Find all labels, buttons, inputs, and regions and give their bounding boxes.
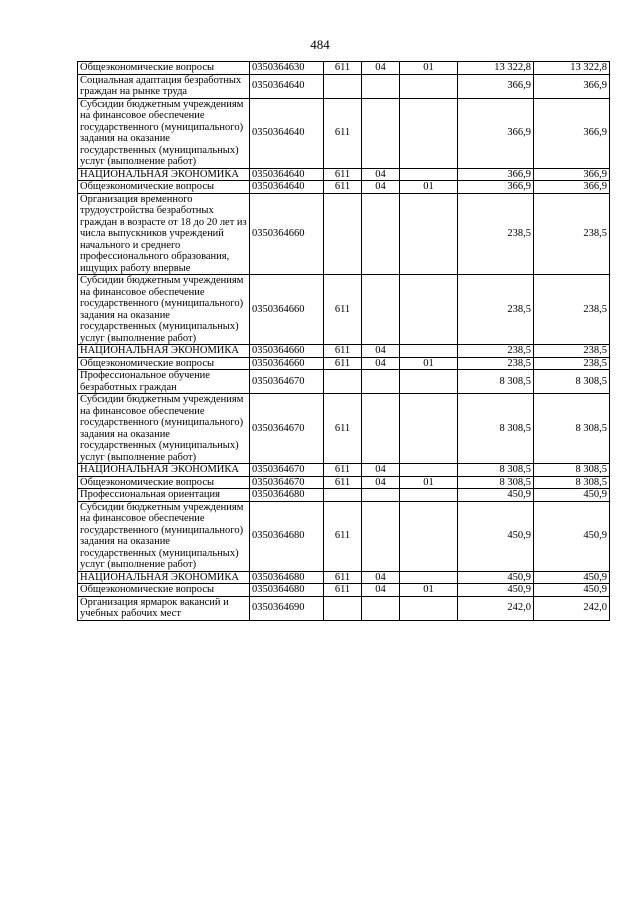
row-code: 0350364640 — [250, 98, 324, 168]
row-sum-2: 8 308,5 — [534, 394, 610, 464]
row-code: 0350364660 — [250, 193, 324, 275]
table-row — [78, 98, 610, 168]
row-sum-1: 366,9 — [458, 74, 534, 98]
row-sum-1: 450,9 — [458, 501, 534, 571]
row-name: Субсидии бюджетным учреждениям на финансовое обеспечение государственного (муниципального) задания на оказание государственных (муниципальных) услуг (выполнение работ) — [78, 501, 250, 571]
table-row — [78, 394, 610, 464]
row-sum-2: 366,9 — [534, 74, 610, 98]
table-row — [78, 584, 610, 597]
row-name: Общеэкономические вопросы — [78, 181, 250, 194]
table-row — [78, 489, 610, 502]
row-pr — [400, 168, 458, 181]
row-name: Профессиональное обучение безработных граждан — [78, 370, 250, 394]
row-vr: 611 — [324, 168, 362, 181]
table-row — [78, 596, 610, 620]
row-rz — [362, 74, 400, 98]
row-pr — [400, 193, 458, 275]
row-code: 0350364660 — [250, 357, 324, 370]
row-pr — [400, 345, 458, 358]
row-vr — [324, 489, 362, 502]
row-name: Субсидии бюджетным учреждениям на финансовое обеспечение государственного (муниципального) задания на оказание государственных (муниципальных) услуг (выполнение работ) — [78, 275, 250, 345]
row-pr: 01 — [400, 476, 458, 489]
row-sum-1: 366,9 — [458, 181, 534, 194]
row-sum-1: 366,9 — [458, 168, 534, 181]
row-code: 0350364660 — [250, 275, 324, 345]
table-row — [78, 62, 610, 75]
row-rz — [362, 489, 400, 502]
row-vr: 611 — [324, 275, 362, 345]
row-rz — [362, 370, 400, 394]
row-rz: 04 — [362, 464, 400, 477]
row-sum-2: 366,9 — [534, 168, 610, 181]
row-vr — [324, 193, 362, 275]
row-name: НАЦИОНАЛЬНАЯ ЭКОНОМИКА — [78, 464, 250, 477]
row-name: Субсидии бюджетным учреждениям на финансовое обеспечение государственного (муниципального) задания на оказание государственных (муниципальных) услуг (выполнение работ) — [78, 98, 250, 168]
row-name: Субсидии бюджетным учреждениям на финансовое обеспечение государственного (муниципального) задания на оказание государственных (муниципальных) услуг (выполнение работ) — [78, 394, 250, 464]
row-vr: 611 — [324, 181, 362, 194]
row-pr — [400, 489, 458, 502]
row-rz — [362, 98, 400, 168]
row-sum-1: 8 308,5 — [458, 476, 534, 489]
row-sum-1: 242,0 — [458, 596, 534, 620]
row-name: НАЦИОНАЛЬНАЯ ЭКОНОМИКА — [78, 345, 250, 358]
table-row — [78, 501, 610, 571]
row-vr: 611 — [324, 394, 362, 464]
row-sum-2: 13 322,8 — [534, 62, 610, 75]
table-row — [78, 275, 610, 345]
row-sum-2: 450,9 — [534, 584, 610, 597]
row-sum-1: 450,9 — [458, 571, 534, 584]
row-sum-1: 366,9 — [458, 98, 534, 168]
row-sum-1: 238,5 — [458, 345, 534, 358]
row-sum-2: 366,9 — [534, 98, 610, 168]
row-name: Общеэкономические вопросы — [78, 62, 250, 75]
row-pr — [400, 394, 458, 464]
row-vr: 611 — [324, 584, 362, 597]
page-number: 484 — [310, 37, 330, 52]
row-sum-1: 8 308,5 — [458, 370, 534, 394]
row-vr: 611 — [324, 476, 362, 489]
row-vr — [324, 74, 362, 98]
budget-table — [77, 61, 610, 621]
row-pr — [400, 464, 458, 477]
row-sum-1: 8 308,5 — [458, 464, 534, 477]
row-code: 0350364670 — [250, 464, 324, 477]
table-row — [78, 193, 610, 275]
row-rz — [362, 394, 400, 464]
row-sum-2: 450,9 — [534, 489, 610, 502]
row-sum-1: 8 308,5 — [458, 394, 534, 464]
row-code: 0350364640 — [250, 181, 324, 194]
row-sum-2: 242,0 — [534, 596, 610, 620]
row-rz: 04 — [362, 62, 400, 75]
row-pr: 01 — [400, 62, 458, 75]
row-pr — [400, 275, 458, 345]
row-vr: 611 — [324, 571, 362, 584]
row-code: 0350364670 — [250, 370, 324, 394]
row-name: Организация ярмарок вакансий и учебных рабочих мест — [78, 596, 250, 620]
table-row — [78, 345, 610, 358]
row-pr — [400, 74, 458, 98]
row-rz: 04 — [362, 345, 400, 358]
row-sum-1: 450,9 — [458, 489, 534, 502]
row-code: 0350364680 — [250, 571, 324, 584]
row-name: Общеэкономические вопросы — [78, 584, 250, 597]
table-row — [78, 464, 610, 477]
row-code: 0350364690 — [250, 596, 324, 620]
row-pr: 01 — [400, 584, 458, 597]
row-code: 0350364640 — [250, 168, 324, 181]
row-sum-2: 8 308,5 — [534, 464, 610, 477]
row-rz: 04 — [362, 168, 400, 181]
table-row — [78, 571, 610, 584]
row-pr — [400, 596, 458, 620]
row-sum-1: 238,5 — [458, 275, 534, 345]
table-row — [78, 370, 610, 394]
table-row — [78, 181, 610, 194]
row-code: 0350364680 — [250, 489, 324, 502]
row-sum-2: 238,5 — [534, 357, 610, 370]
row-name: НАЦИОНАЛЬНАЯ ЭКОНОМИКА — [78, 168, 250, 181]
row-sum-2: 450,9 — [534, 571, 610, 584]
row-pr — [400, 370, 458, 394]
row-code: 0350364680 — [250, 501, 324, 571]
row-vr: 611 — [324, 464, 362, 477]
row-vr: 611 — [324, 501, 362, 571]
row-code: 0350364670 — [250, 476, 324, 489]
row-sum-2: 238,5 — [534, 193, 610, 275]
table-row — [78, 168, 610, 181]
row-pr: 01 — [400, 357, 458, 370]
row-name: Общеэкономические вопросы — [78, 476, 250, 489]
row-rz: 04 — [362, 181, 400, 194]
row-sum-2: 366,9 — [534, 181, 610, 194]
row-name: Организация временного трудоустройства безработных граждан в возрасте от 18 до 20 лет из числа выпускников учреждений начального и среднего профессионального образования, ищущих работу впервые — [78, 193, 250, 275]
row-name: Общеэкономические вопросы — [78, 357, 250, 370]
row-rz — [362, 193, 400, 275]
row-sum-1: 238,5 — [458, 357, 534, 370]
row-rz — [362, 275, 400, 345]
row-vr: 611 — [324, 98, 362, 168]
table-row — [78, 74, 610, 98]
row-sum-2: 450,9 — [534, 501, 610, 571]
row-name: Профессиональная ориентация — [78, 489, 250, 502]
row-sum-1: 13 322,8 — [458, 62, 534, 75]
row-vr — [324, 596, 362, 620]
row-rz — [362, 501, 400, 571]
table-row — [78, 476, 610, 489]
row-pr — [400, 571, 458, 584]
row-rz: 04 — [362, 571, 400, 584]
row-code: 0350364640 — [250, 74, 324, 98]
row-sum-1: 450,9 — [458, 584, 534, 597]
row-rz: 04 — [362, 476, 400, 489]
row-sum-2: 8 308,5 — [534, 370, 610, 394]
row-rz: 04 — [362, 357, 400, 370]
row-sum-2: 8 308,5 — [534, 476, 610, 489]
row-vr — [324, 370, 362, 394]
row-pr: 01 — [400, 181, 458, 194]
row-sum-2: 238,5 — [534, 345, 610, 358]
row-code: 0350364630 — [250, 62, 324, 75]
table-row — [78, 357, 610, 370]
row-rz: 04 — [362, 584, 400, 597]
row-pr — [400, 501, 458, 571]
row-vr: 611 — [324, 345, 362, 358]
row-name: Социальная адаптация безработных граждан на рынке труда — [78, 74, 250, 98]
row-sum-1: 238,5 — [458, 193, 534, 275]
row-code: 0350364660 — [250, 345, 324, 358]
row-pr — [400, 98, 458, 168]
row-sum-2: 238,5 — [534, 275, 610, 345]
row-code: 0350364670 — [250, 394, 324, 464]
row-name: НАЦИОНАЛЬНАЯ ЭКОНОМИКА — [78, 571, 250, 584]
row-vr: 611 — [324, 62, 362, 75]
row-rz — [362, 596, 400, 620]
row-code: 0350364680 — [250, 584, 324, 597]
row-vr: 611 — [324, 357, 362, 370]
